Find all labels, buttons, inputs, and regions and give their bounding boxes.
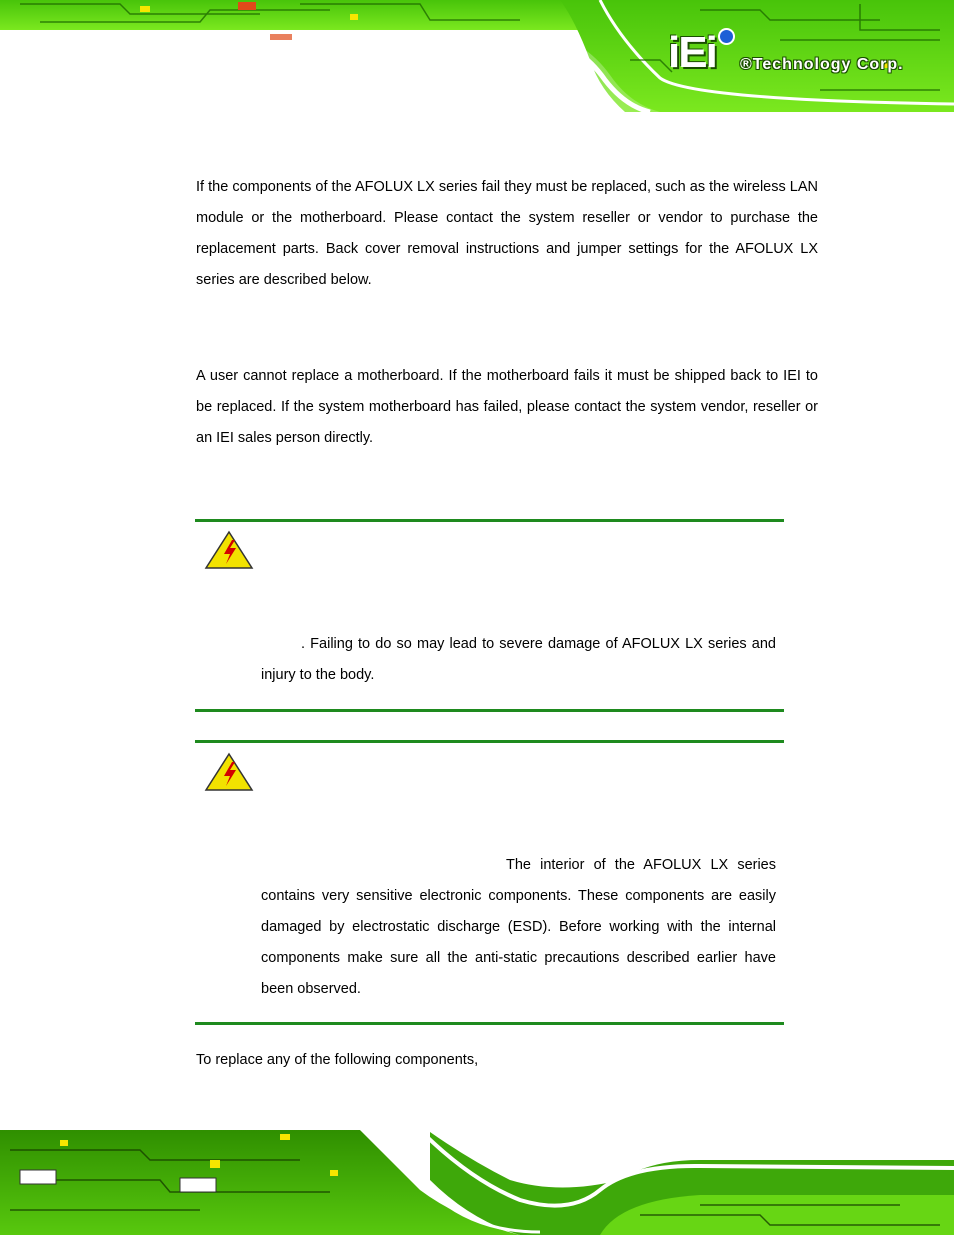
warning-1-body: . Failing to do so may lead to severe damage of AFOLUX LX series and injury to the body. (261, 636, 776, 683)
company-name: ®Technology Corp. (740, 56, 904, 73)
warning-1-text (261, 629, 776, 691)
warning-triangle-icon (204, 530, 254, 570)
replace-components-paragraph: To replace any of the following components, (196, 1052, 479, 1068)
warning-2-body: The interior of the AFOLUX LX series contains very sensitive electronic components. These components are easily damaged by electrostatic discharge (ESD). Before working with the internal components make sure all the anti-static precautions described earlier have been observed. (261, 857, 776, 997)
page-footer (0, 1120, 954, 1235)
circuit-board-footer (0, 1120, 954, 1235)
warning-2-text (261, 850, 776, 1005)
warning-top-rule (195, 519, 784, 522)
page-header (0, 0, 954, 112)
iei-logo-mark: iEi (668, 28, 716, 77)
warning-bottom-rule (195, 709, 784, 712)
warning-triangle-icon (204, 752, 254, 792)
motherboard-paragraph: A user cannot replace a motherboard. If the motherboard fails it must be shipped back to IEI to be replaced. If the system motherboard has failed, please contact the system vendor, reseller or an IEI sales person directly. (196, 368, 818, 446)
warning-bottom-rule (195, 1022, 784, 1025)
intro-paragraph: If the components of the AFOLUX LX series fail they must be replaced, such as the wireless LAN module or the motherboard. Please contact the system reseller or vendor to purchase the replacement parts. Back cover removal instructions and jumper settings for the AFOLUX LX series are described below. (196, 179, 818, 288)
logo-dot-icon (718, 28, 735, 45)
warning-top-rule (195, 740, 784, 743)
